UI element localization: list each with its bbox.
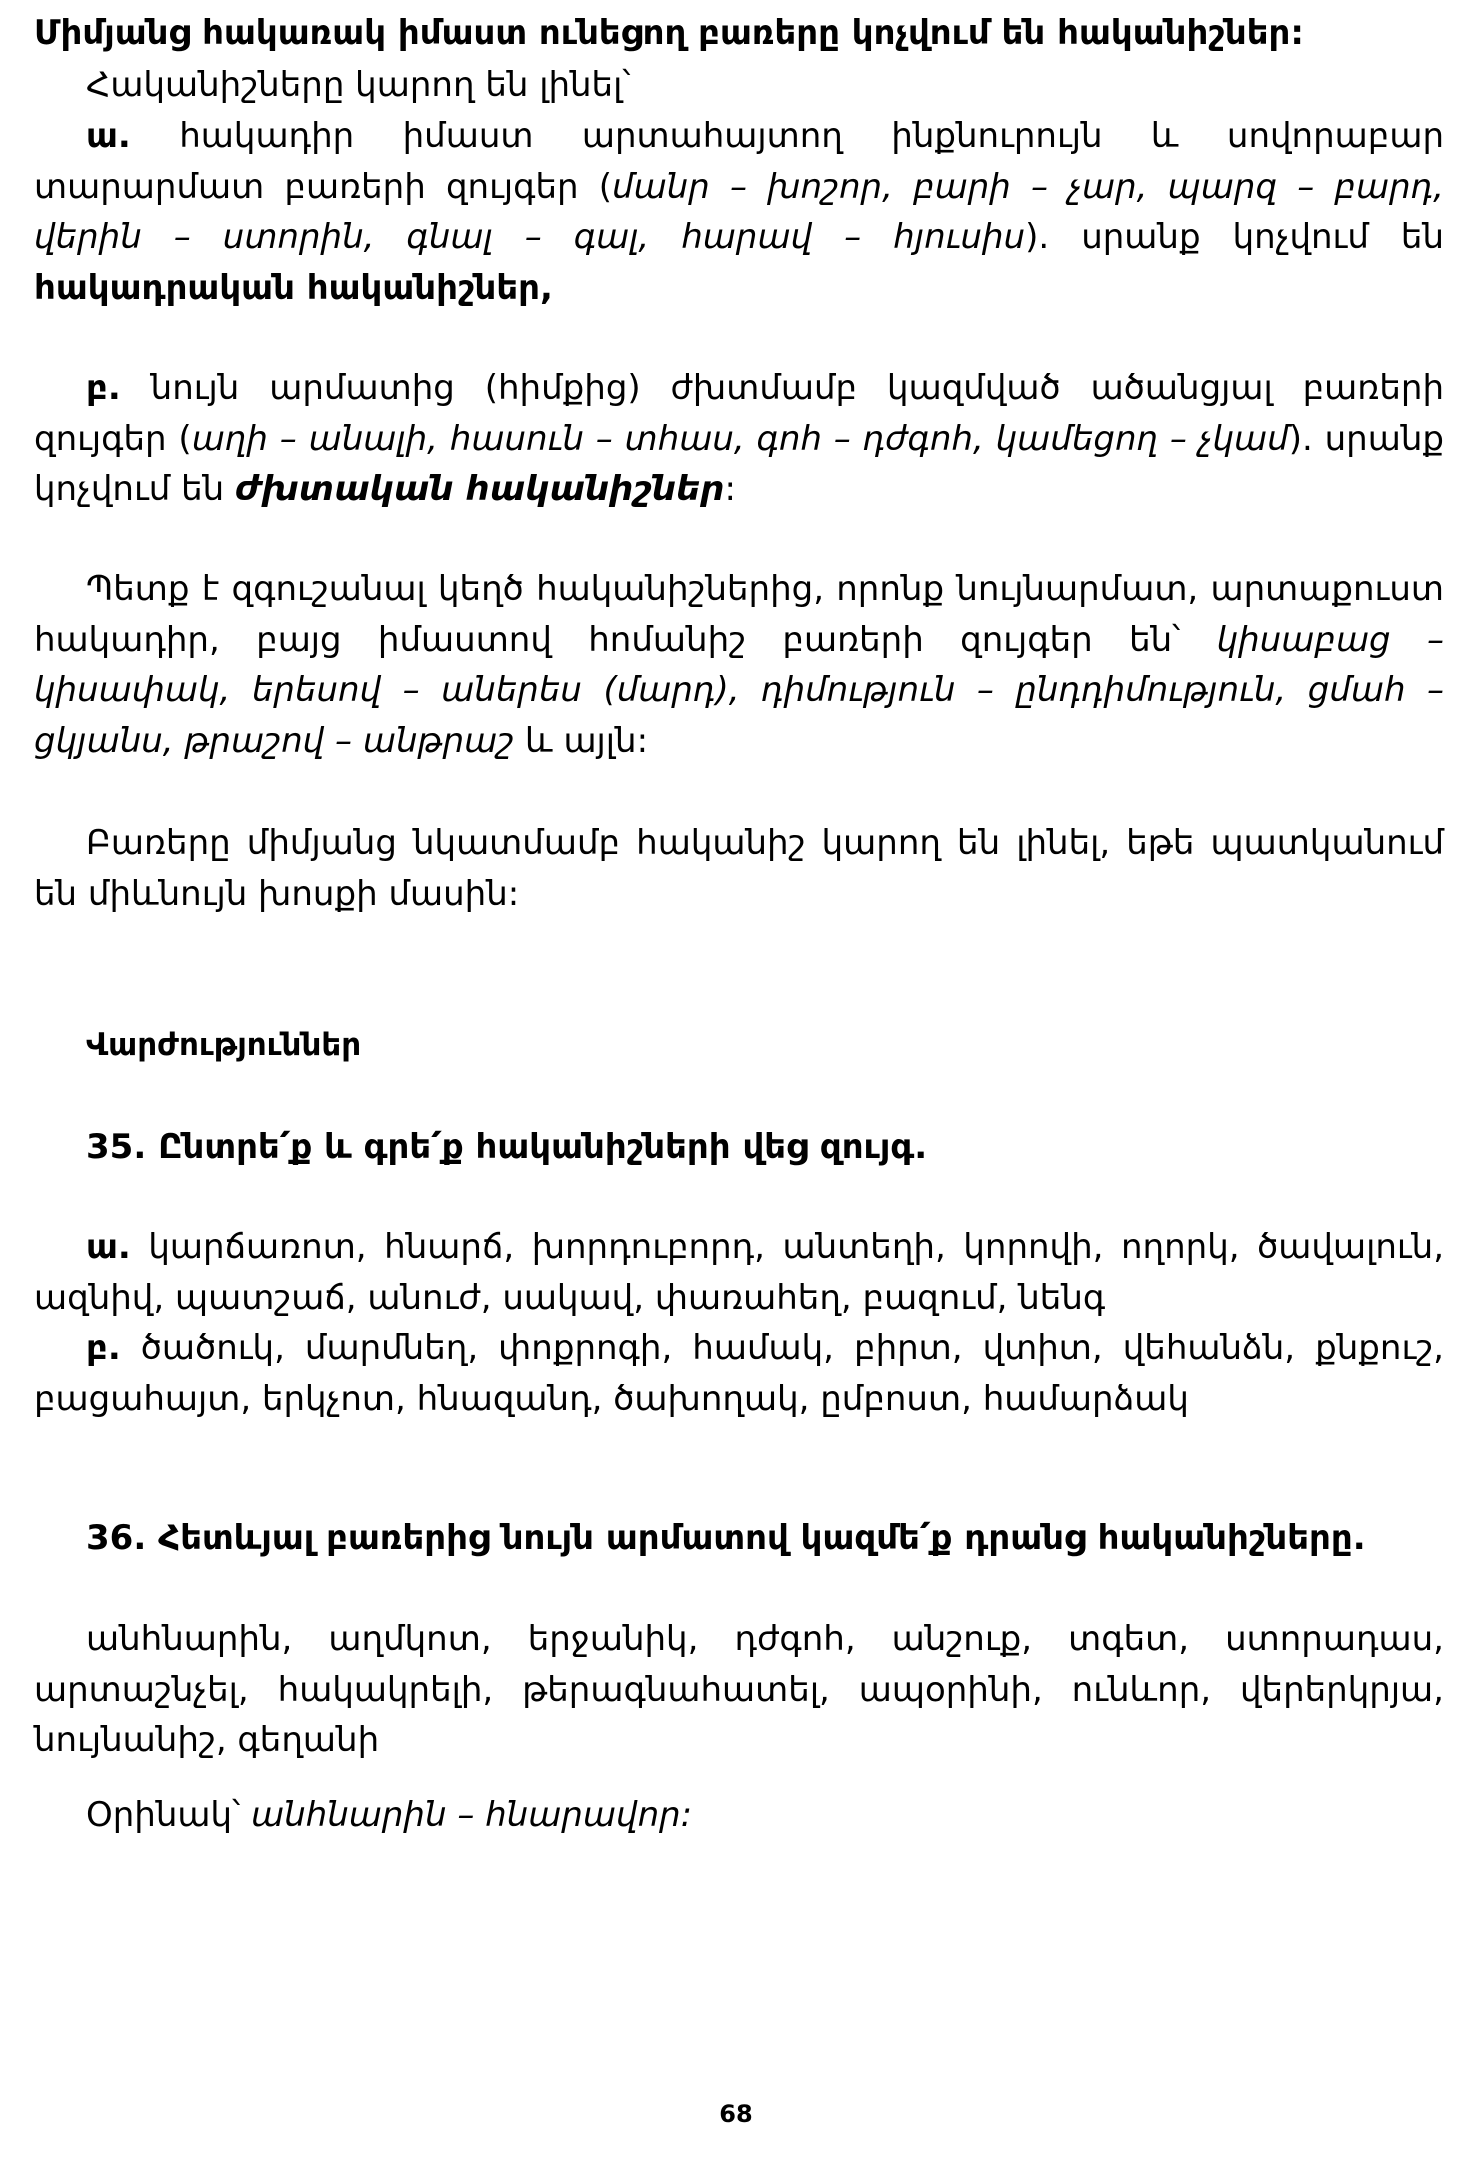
exercise-35-b-marker: բ. [86,1328,121,1368]
exercise-35-title-text: 35. Ընտրե՛ք և գրե՛ք հականիշների վեց զույգ. [86,1127,928,1167]
exercises-title: Վարժություններ [86,1027,362,1063]
item-a-text1: հակադիր իմաստ արտահայտող ինքնուրույն և սովորաբար տարարմատ բառերի զույգեր ( [34,116,1444,207]
exercise-36-example [34,1790,1444,1841]
item-b-examples: աղի – անալի, հասուն – տհաս, գոհ – դժգոհ, կամեցող – չկամ [191,418,1289,459]
item-a-examples: մանր – խոշոր, բարի – չար, պարզ – բարդ, վերին – ստորին, գնալ – գալ, հարավ – հյուսիս [34,166,1444,257]
example-label: Օրինակ՝ [86,1795,251,1835]
item-b-end: : [724,469,736,509]
exercise-35-a-marker: ա. [86,1227,131,1267]
exercise-35-b [34,1323,1444,1424]
exercise-35-a-text: կարճառոտ, հնարճ, խորդուբորդ, անտեղի, կորովի, ողորկ, ծավալուն, ազնիվ, պատշաճ, անուժ, սակավ, փառահեղ, բազում, նենգ [34,1227,1444,1318]
exercise-36-title-text: 36. Հետևյալ բառերից նույն արմատով կազմե՛ք դրանց հականիշները. [86,1518,1366,1558]
part-of-speech-text: Բառերը միմյանց նկատմամբ հականիշ կարող են լինել, եթե պատկանում են միևնույն խոսքի մասին: [34,823,1444,914]
item-a-end: , [540,267,553,308]
item-b-term: ժխտական հականիշներ [234,469,725,509]
item-b-paragraph [34,363,1444,515]
intro-line2: Հականիշները կարող են լինել՝ [86,65,631,105]
false-antonyms-paragraph [34,564,1444,766]
example-value: անհնարին – հնարավոր: [250,1795,693,1835]
false-antonyms-examples: կիսաբաց – կիսափակ, երեսով – աներես (մարդ), դիմություն – ընդդիմություն, ցմահ – ցկյանս, թրաշով – անթրաշ [34,619,1444,761]
exercise-35-a [34,1222,1444,1323]
false-antonyms-text2: և այլն: [514,720,649,761]
exercise-36-title [34,1513,1444,1564]
part-of-speech-paragraph [34,818,1444,919]
item-b-text2: ). սրանք կոչվում են [34,418,1445,509]
false-antonyms-text1: Պետք է զգուշանալ կեղծ հականիշներից, որոնք նույնարմատ, արտաքուստ հակադիր, բայց իմաստով հոմանիշ բառերի զույգեր են՝ [34,569,1444,660]
item-a-text2: ). սրանք կոչվում են [1025,217,1444,257]
exercise-36-words [34,1614,1444,1766]
intro-line1: Միմյանց հակառակ իմաստ ունեցող բառերը կոչվում են հականիշներ: [34,13,1304,53]
page-number: 68 [719,2100,753,2128]
item-a-marker: ա. [86,116,131,156]
item-a-term: հակադրական հականիշներ [34,267,541,308]
exercise-35-title [34,1122,1444,1173]
intro-types [34,60,1444,111]
item-b-text1: նույն արմատից (հիմքից) ժխտմամբ կազմված ածանցյալ բառերի զույգեր ( [34,368,1444,459]
intro-definition [34,8,1444,59]
item-a-paragraph [34,111,1444,313]
exercise-36-words-text: անհնարին, աղմկոտ, երջանիկ, դժգոհ, անշուք, տգետ, ստորադաս, արտաշնչել, հակակրելի, թերագնահատել, ապօրինի, ունևոր, վերերկրյա, նույնանիշ, գեղանի [34,1619,1444,1760]
exercise-35-b-text: ծածուկ, մարմնեղ, փոքրոգի, համակ, բիրտ, վտիտ, վեհանձն, քնքուշ, բացահայտ, երկչոտ, հնազանդ, ծախողակ, ըմբոստ, համարձակ [34,1328,1444,1419]
exercises-heading [34,1020,1444,1071]
item-b-marker: բ. [86,368,121,408]
